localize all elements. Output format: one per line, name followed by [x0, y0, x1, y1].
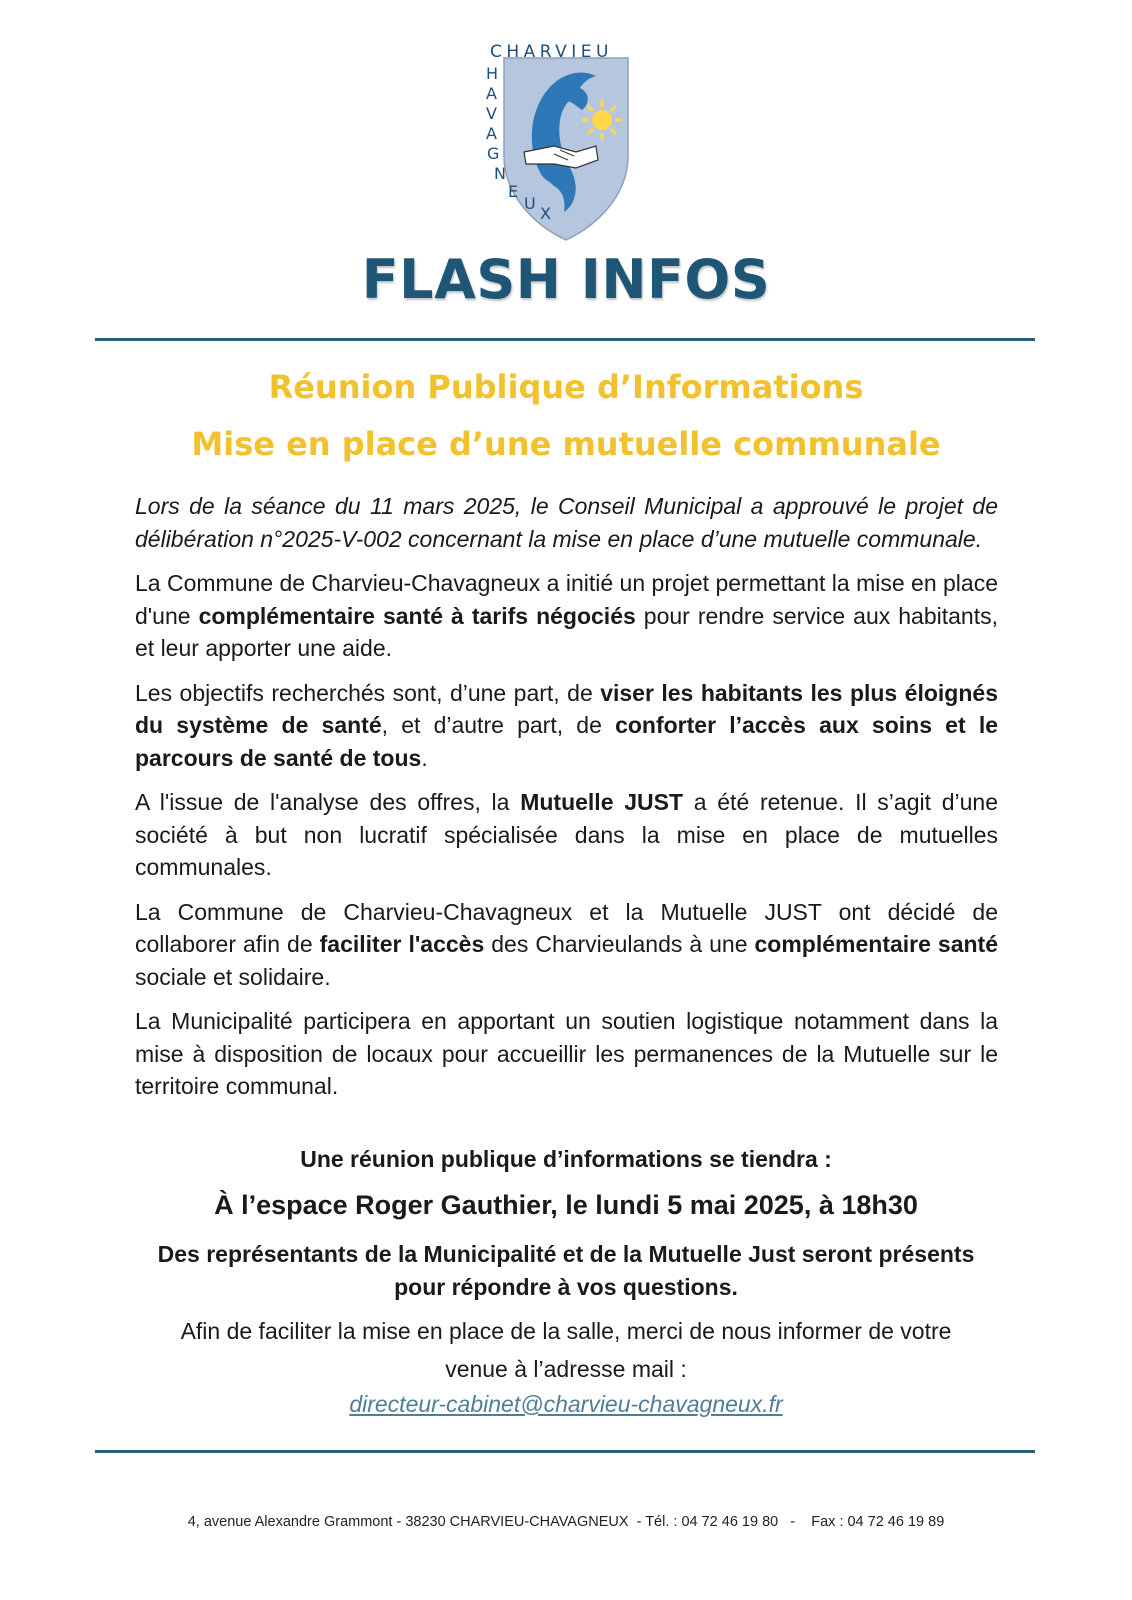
- text-span: A l'issue de l'analyse des offres, la: [135, 789, 521, 815]
- project-paragraph: [135, 567, 998, 665]
- rsvp-line: Afin de faciliter la mise en place de la salle, merci de nous informer de votre: [180, 1318, 952, 1344]
- contact-email-link[interactable]: directeur-cabinet@charvieu-chavagneux.fr: [349, 1391, 783, 1417]
- logo-arc-text: CHARVIEU: [490, 42, 613, 62]
- logo-letter: H: [486, 64, 499, 83]
- footer-address: 4, avenue Alexandre Grammont - 38230 CHARVIEU-CHAVAGNEUX - Tél. : 04 72 46 19 80 - Fax : 04 72 46 19 89: [187, 1514, 945, 1530]
- logo-letter: V: [486, 104, 497, 123]
- logo-letter: G: [487, 144, 500, 163]
- bold-span: faciliter l'accès: [319, 931, 485, 957]
- bold-span: viser les habitants les plus éloignés du système de santé: [135, 679, 998, 738]
- logo-letter: A: [486, 84, 497, 103]
- meeting-attendees: [100, 1238, 1032, 1304]
- rsvp-request: [100, 1312, 1032, 1388]
- meeting-announcement: Une réunion publique d’informations se tiendra :: [300, 1146, 832, 1172]
- logo-letter: N: [494, 164, 506, 183]
- text-span: La Commune de Charvieu-Chavagneux et la Mutuelle JUST ont décidé de collaborer afin de: [135, 898, 998, 957]
- text-span: sociale et solidaire.: [135, 963, 331, 990]
- bold-span: Mutuelle JUST: [520, 789, 684, 815]
- offers-paragraph: [135, 786, 998, 884]
- attendees-line: Des représentants de la Municipalité et de la Mutuelle Just seront présents: [157, 1241, 975, 1267]
- rsvp-line: venue à l’adresse mail :: [445, 1356, 687, 1382]
- divider-bottom: [95, 1450, 1035, 1453]
- text-span: Les objectifs recherchés sont, d’une part, de: [135, 679, 601, 706]
- text-span: des Charvieulands à une: [484, 931, 755, 957]
- logo-letter: E: [508, 182, 519, 201]
- bold-span: complémentaire santé: [754, 931, 998, 957]
- bold-span: conforter l’accès aux soins et le parcours de santé de tous: [135, 712, 998, 771]
- intro-paragraph: Lors de la séance du 11 mars 2025, le Conseil Municipal a approuvé le projet de délibération n°2025-V-002 concernant la mise en place d’une mutuelle communale.: [135, 493, 998, 552]
- municipal-logo: [484, 36, 648, 244]
- page-title: FLASH INFOS: [361, 248, 771, 311]
- text-span: a été retenue. Il s’agit d’une société à but non lucratif spécialisée dans la mise en place de mutuelles communales.: [135, 789, 999, 880]
- text-span: .: [421, 744, 428, 771]
- objectives-paragraph: [135, 677, 998, 775]
- logo-letter: X: [540, 204, 551, 223]
- logo-letter: U: [524, 194, 536, 213]
- bold-span: complémentaire santé à tarifs négociés: [198, 602, 636, 629]
- subtitle-meeting: Réunion Publique d’Informations: [268, 368, 864, 406]
- logo-side-letters: [484, 64, 554, 244]
- sun-icon: [582, 100, 622, 140]
- text-span: , et d’autre part, de: [381, 712, 616, 738]
- divider-top: [95, 338, 1035, 341]
- logo-letter: A: [486, 124, 497, 143]
- body-content: [135, 490, 998, 1115]
- subtitle-topic: Mise en place d’une mutuelle communale: [191, 425, 941, 463]
- meeting-place-date: À l’espace Roger Gauthier, le lundi 5 mai 2025, à 18h30: [214, 1190, 918, 1220]
- collaboration-paragraph: [135, 896, 998, 994]
- support-paragraph: La Municipalité participera en apportant un soutien logistique notamment dans la mise à disposition de locaux pour accueillir les permanences de la Mutuelle sur le territoire communal.: [135, 1008, 998, 1099]
- text-span: La Commune de Charvieu-Chavagneux a initié un projet permettant la mise en place d'une: [135, 570, 998, 629]
- attendees-line: pour répondre à vos questions.: [394, 1274, 738, 1300]
- text-span: pour rendre service aux habitants, et leur apporter une aide.: [135, 602, 998, 661]
